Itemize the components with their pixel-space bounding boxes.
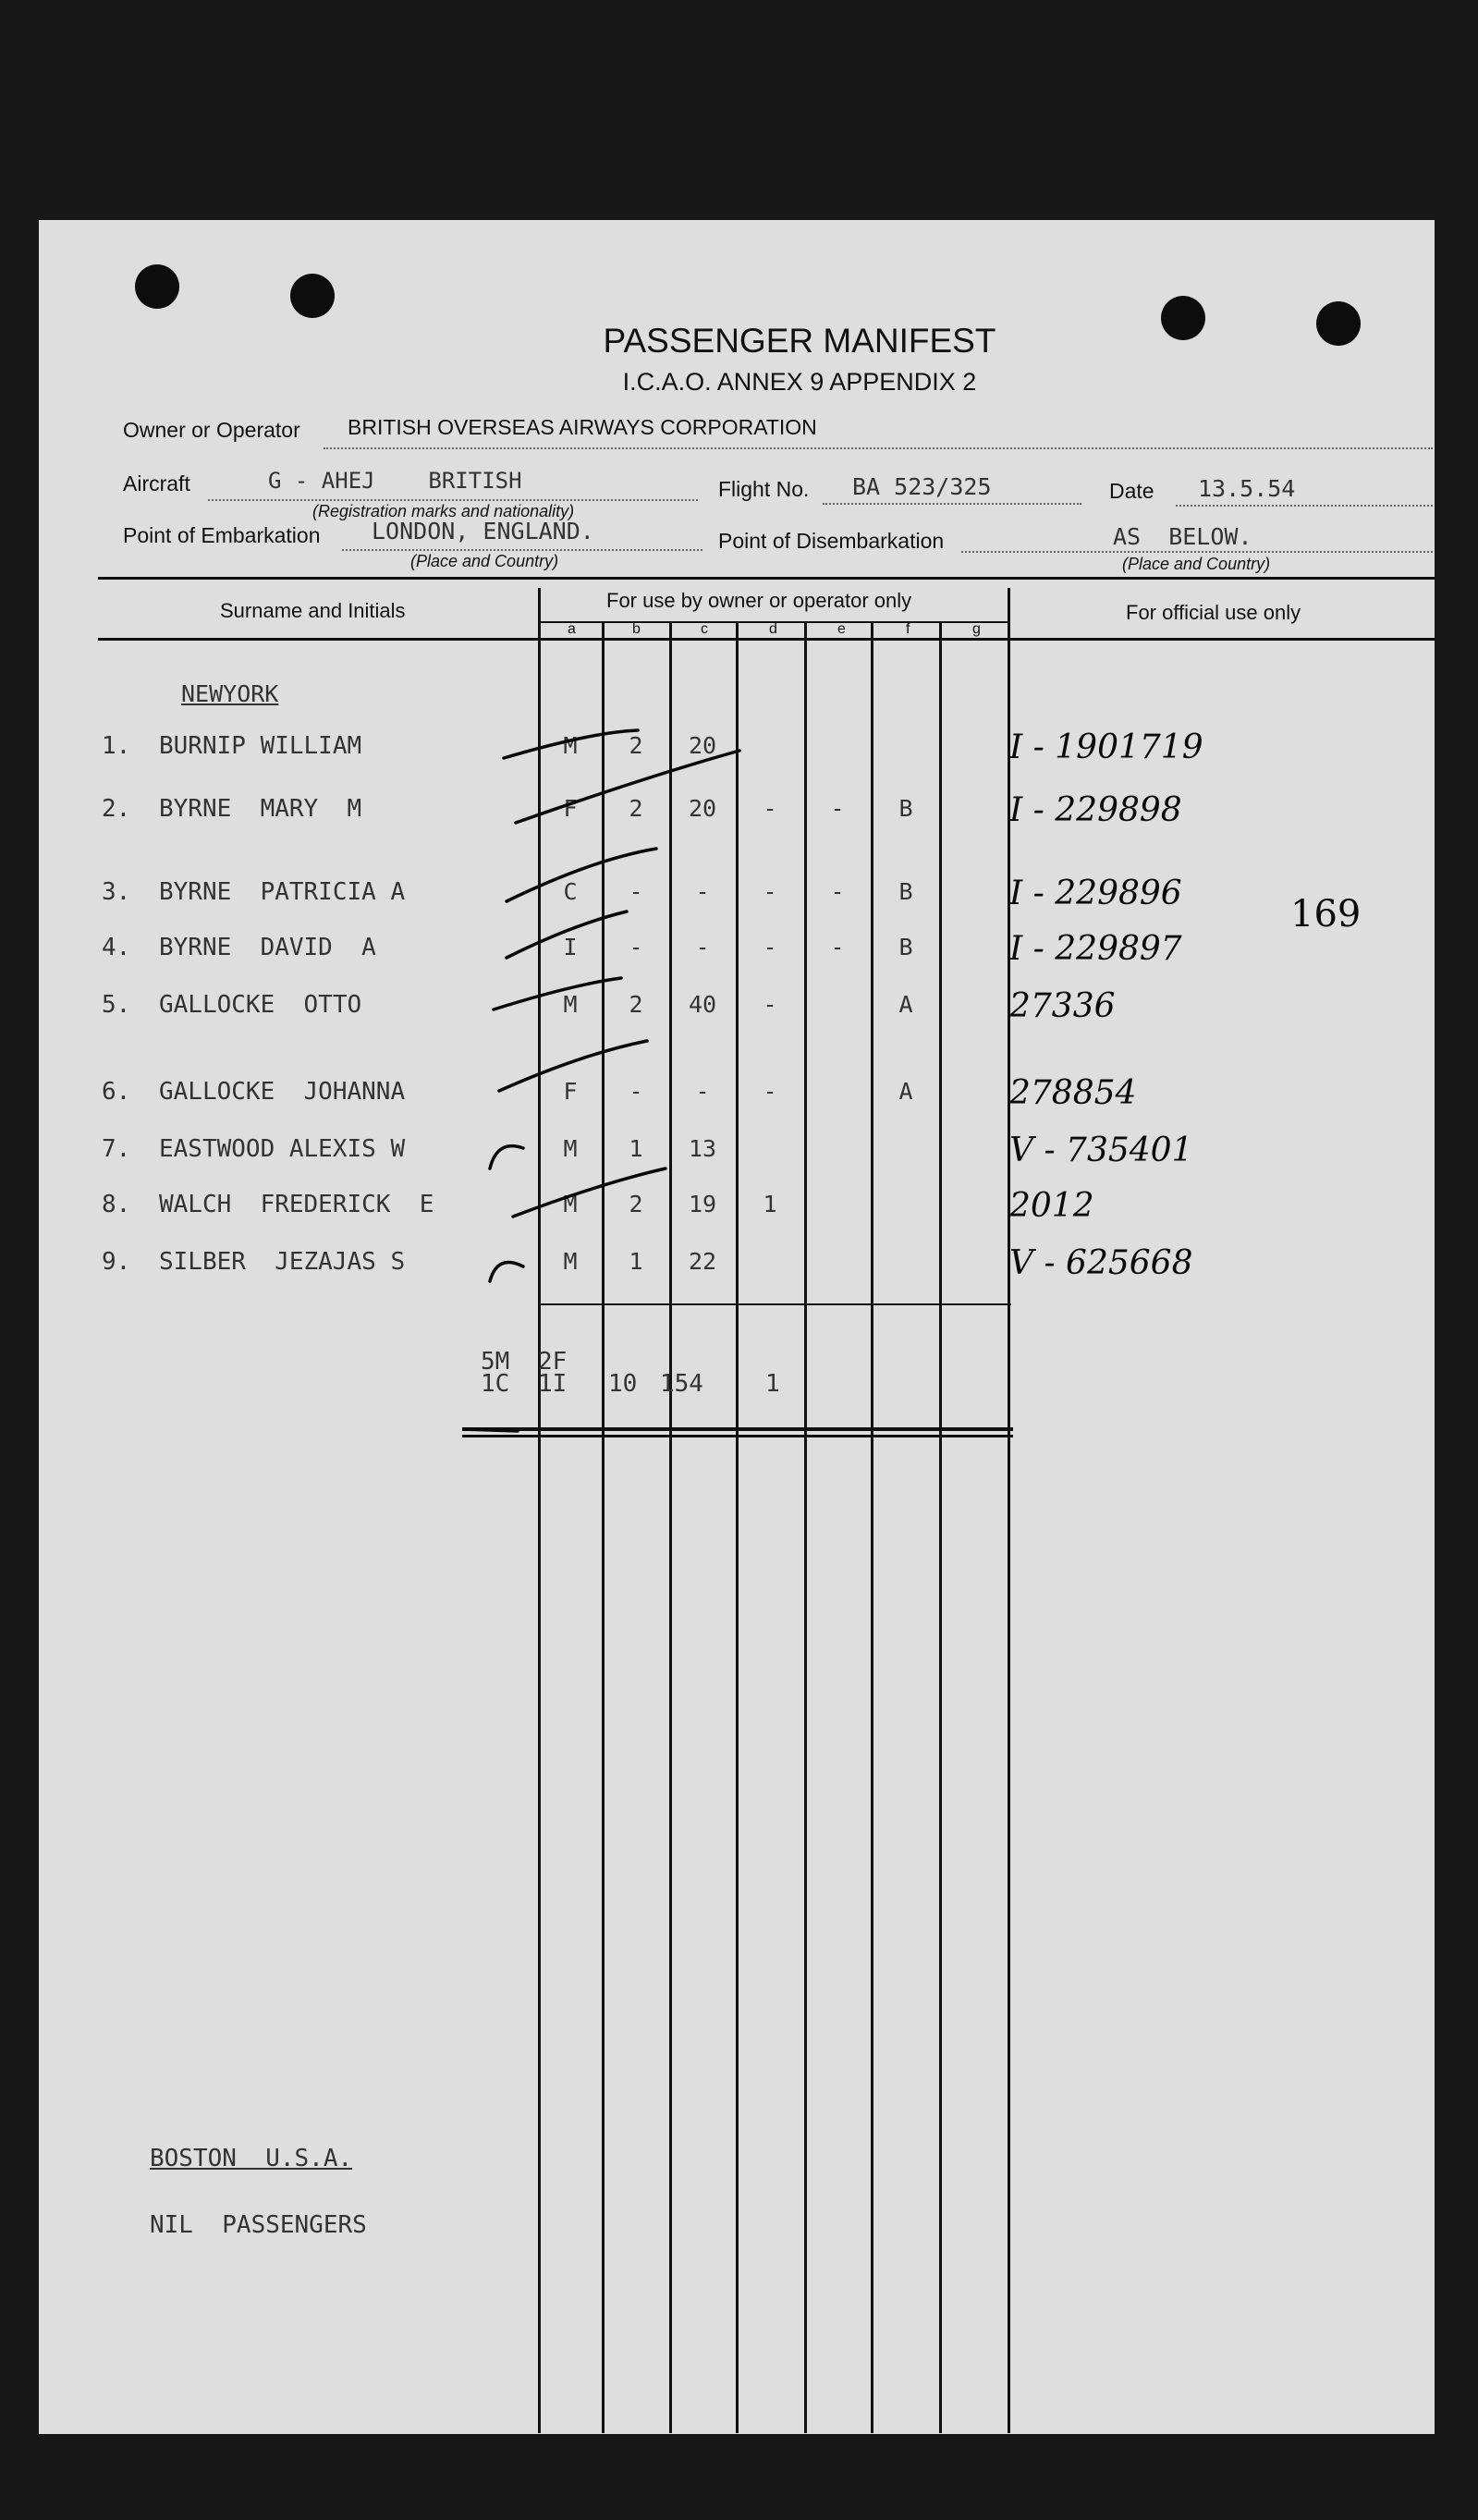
total-pre-top: 5M [481,1348,510,1376]
passenger-number: 8. [102,1191,131,1218]
surname-header: Surname and Initials [220,599,406,622]
column-letter-f: f [906,621,910,637]
passenger-number: 9. [102,1248,131,1276]
passenger-official-entry: V - 625668 [1009,1244,1193,1282]
date-label: Date [1109,479,1154,503]
passenger-col-b: 1 [629,1248,643,1275]
passenger-official-entry: I - 229896 [1009,875,1182,912]
disembarkation-value: AS BELOW. [1113,523,1252,550]
passenger-col-c: - [695,934,710,960]
passenger-number: 1. [102,732,131,760]
passenger-col-f: A [898,991,913,1018]
passenger-col-c: 40 [688,991,717,1018]
passenger-col-a: M [563,1248,578,1275]
owner-label: Owner or Operator [123,418,300,442]
passenger-col-c: 20 [688,795,717,822]
passenger-name: BYRNE MARY M [159,795,362,823]
page-subtitle: I.C.A.O. ANNEX 9 APPENDIX 2 [622,368,977,396]
total-a-top: 2F [538,1348,568,1376]
passenger-col-c: 20 [688,732,717,759]
embarkation-label: Point of Embarkation [123,523,321,547]
passenger-name: BURNIP WILLIAM [159,732,362,760]
column-letter-b: b [632,621,641,637]
flight-label: Flight No. [718,477,810,501]
passenger-official-entry: 278854 [1009,1074,1137,1112]
section-note-nil-passengers: NIL PASSENGERS [150,2211,367,2239]
passenger-col-d: - [763,795,777,822]
passenger-col-b: 1 [629,1135,643,1162]
flight-value: BA 523/325 [852,473,992,500]
passenger-col-a: M [563,1135,578,1162]
passenger-number: 5. [102,991,131,1019]
passenger-col-b: 2 [629,991,643,1018]
passenger-col-f: B [898,934,913,960]
tick-mark [494,978,621,1009]
passenger-number: 6. [102,1078,131,1106]
passenger-col-d: - [763,991,777,1018]
passenger-col-e: - [830,795,845,822]
passenger-official-entry: I - 229897 [1009,930,1182,968]
passenger-col-d: 1 [763,1191,777,1217]
passenger-number: 3. [102,878,131,906]
passenger-col-c: 19 [688,1191,717,1217]
aircraft-value: G - AHEJ BRITISH [268,468,522,494]
passenger-col-e: - [830,934,845,960]
owner-value: BRITISH OVERSEAS AIRWAYS CORPORATION [348,415,817,439]
tick-mark [507,911,627,958]
total-b: 10 [608,1370,638,1398]
date-value: 13.5.54 [1198,475,1296,502]
passenger-name: BYRNE PATRICIA A [159,878,406,906]
column-letter-g: g [972,621,981,637]
aircraft-note: (Registration marks and nationality) [312,502,575,520]
passenger-col-b: - [629,878,643,905]
passenger-col-f: A [898,1078,913,1105]
passenger-name: SILBER JEZAJAS S [159,1248,406,1276]
passenger-name: BYRNE DAVID A [159,934,376,961]
passenger-col-b: 2 [629,795,643,822]
passenger-col-f: B [898,795,913,822]
passenger-col-a: M [563,1191,578,1217]
embarkation-value: LONDON, ENGLAND. [372,518,594,544]
total-d: 1 [765,1370,780,1398]
passenger-col-a: F [563,1078,578,1105]
passenger-col-b: 2 [629,732,643,759]
passenger-number: 4. [102,934,131,961]
page-number: 169 [1290,893,1362,936]
passenger-official-entry: V - 735401 [1009,1132,1193,1169]
section-heading-newyork: NEWYORK [181,680,279,707]
passenger-col-d: - [763,1078,777,1105]
passenger-col-d: - [763,934,777,960]
passenger-col-a: C [563,878,578,905]
aircraft-label: Aircraft [123,471,190,495]
tick-mark [513,1168,666,1217]
passenger-col-c: - [695,878,710,905]
passenger-name: GALLOCKE OTTO [159,991,362,1019]
passenger-number: 2. [102,795,131,823]
passenger-col-b: 2 [629,1191,643,1217]
passenger-official-entry: I - 1901719 [1009,728,1203,766]
disembarkation-note: (Place and Country) [1122,555,1271,573]
tick-mark [490,1263,523,1281]
total-a-bottom: 1I [538,1370,568,1398]
official-header: For official use only [1126,601,1301,624]
passenger-col-b: - [629,1078,643,1105]
embarkation-note: (Place and Country) [410,552,559,570]
page-title: PASSENGER MANIFEST [603,322,996,360]
tick-mark [516,751,739,823]
passenger-col-c: - [695,1078,710,1105]
passenger-col-a: I [563,934,578,960]
passenger-col-a: M [563,991,578,1018]
passenger-name: GALLOCKE JOHANNA [159,1078,406,1106]
passenger-col-f: B [898,878,913,905]
passenger-col-a: F [563,795,578,822]
passenger-name: WALCH FREDERICK E [159,1191,434,1218]
passenger-official-entry: I - 229898 [1009,791,1182,829]
passenger-col-e: - [830,878,845,905]
disembarkation-label: Point of Disembarkation [718,529,945,553]
tick-mark [490,1146,523,1168]
tick-mark [499,1041,647,1091]
passenger-official-entry: 27336 [1009,987,1116,1025]
section-heading-boston: BOSTON U.S.A. [150,2145,353,2172]
passenger-col-c: 22 [688,1248,717,1275]
passenger-number: 7. [102,1135,131,1163]
column-letter-c: c [701,621,708,637]
passenger-col-b: - [629,934,643,960]
column-letter-e: e [837,621,846,637]
passenger-col-c: 13 [688,1135,717,1162]
tick-mark [464,1429,518,1431]
total-pre-bottom: 1C [481,1370,510,1398]
column-letter-a: a [568,621,576,637]
tick-mark [507,849,656,901]
passenger-col-a: M [563,732,578,759]
total-c: 154 [660,1370,703,1398]
passenger-col-d: - [763,878,777,905]
tick-mark [504,730,638,758]
passenger-name: EASTWOOD ALEXIS W [159,1135,406,1163]
operator-header: For use by owner or operator only [606,589,912,612]
column-letter-d: d [769,621,777,637]
passenger-official-entry: 2012 [1009,1187,1094,1225]
